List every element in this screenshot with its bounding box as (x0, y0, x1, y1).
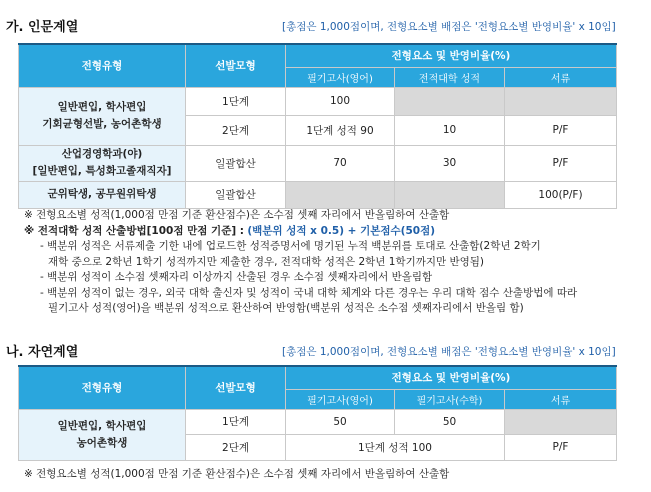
header-written-english: 필기고사(영어) (286, 67, 395, 87)
cell-value: 70 (286, 145, 395, 181)
cell-value: P/F (505, 115, 617, 145)
type-line: 기회균형선발, 농어촌학생 (42, 118, 162, 130)
model-lump-sum: 일괄합산 (186, 181, 286, 208)
header-prev-college: 전적대학 성적 (395, 67, 505, 87)
section2-scoring-note: [총점은 1,000점이며, 전형요소별 배점은 '전형요소별 반영비율' x 10임] (282, 346, 616, 358)
note-grade-method (24, 224, 577, 240)
section1-notes (24, 208, 577, 317)
header-ratio: 전형요소 및 반영비율(%) (286, 44, 617, 67)
type-general-transfer (19, 409, 186, 460)
cell-value: 50 (395, 409, 505, 434)
header-written-math: 필기고사(수학) (395, 389, 505, 409)
type-military-civil-servant: 군위탁생, 공무원위탁생 (19, 181, 186, 208)
cell-value: 100 (286, 87, 395, 115)
note-percentile-rounding: - 백분위 성적이 소수점 셋째자리 이상까지 산출된 경우 소수점 셋째자리에서 반올림함 (40, 271, 433, 283)
section1-scoring-note: [총점은 1,000점이며, 전형요소별 배점은 '전형요소별 반영비율' x 10임] (282, 21, 616, 33)
type-line: 산업경영학과(야) (61, 148, 143, 160)
cell-value: 1단계 성적 100 (286, 434, 505, 460)
section2-table (18, 365, 617, 461)
note-grade-formula: (백분위 성적 x 0.5) + 기본점수(50점) (247, 224, 436, 237)
cell-empty (505, 409, 617, 434)
header-written-english: 필기고사(영어) (286, 389, 395, 409)
header-ratio: 전형요소 및 반영비율(%) (286, 366, 617, 389)
cell-value: 30 (395, 145, 505, 181)
header-model: 선발모형 (186, 44, 286, 87)
model-stage2: 2단계 (186, 115, 286, 145)
note-no-percentile-cont: 필기고사 성적(영어)을 백분위 성적으로 환산하여 반영함(백분위 성적은 소수점 셋째자리에서 반올림 함) (48, 302, 524, 314)
header-documents: 서류 (505, 389, 617, 409)
header-type: 전형유형 (19, 44, 186, 87)
note-grade-method-prefix: ※ 전적대학 성적 산출방법[100점 만점 기준] : (24, 224, 244, 237)
note-rounding: ※ 전형요소별 성적(1,000점 만점 기준 환산점수)은 소수점 셋째 자리에서 반올림하여 산출함 (24, 468, 450, 480)
type-line: 농어촌학생 (76, 436, 128, 449)
type-line: 일반편입, 학사편입 (57, 419, 147, 432)
section2-title: 나. 자연계열 (6, 345, 79, 360)
model-stage2: 2단계 (186, 434, 286, 460)
type-line: 일반편입, 학사편입 (57, 101, 147, 113)
cell-value: 10 (395, 115, 505, 145)
cell-value: 1단계 성적 90 (286, 115, 395, 145)
cell-value: 50 (286, 409, 395, 434)
header-documents: 서류 (505, 67, 617, 87)
cell-empty (395, 181, 505, 208)
cell-value: 100(P/F) (505, 181, 617, 208)
section1-title: 가. 인문계열 (6, 20, 79, 35)
model-stage1: 1단계 (186, 409, 286, 434)
type-line: [일반편입, 특성화고졸재직자] (32, 165, 172, 177)
cell-empty (505, 87, 617, 115)
section1-table (18, 43, 617, 209)
cell-empty (286, 181, 395, 208)
header-type: 전형유형 (19, 366, 186, 409)
note-no-percentile: - 백분위 성적이 없는 경우, 외국 대학 출신자 및 성적이 국내 대학 체계와 다른 경우는 우리 대학 점수 산출방법에 따라 (40, 286, 578, 299)
note-percentile: - 백분위 성적은 서류제출 기한 내에 업로드한 성적증명서에 명기된 누적 백분위를 토대로 산출함(2학년 2학기 (40, 240, 541, 252)
header-model: 선발모형 (186, 366, 286, 409)
cell-value: P/F (505, 434, 617, 460)
model-lump-sum: 일괄합산 (186, 145, 286, 181)
type-general-transfer (19, 87, 186, 145)
type-industrial-management (19, 145, 186, 181)
cell-empty (395, 87, 505, 115)
note-rounding: ※ 전형요소별 성적(1,000점 만점 기준 환산점수)은 소수점 셋째 자리에서 반올림하여 산출함 (24, 209, 450, 221)
model-stage1: 1단계 (186, 87, 286, 115)
note-percentile-cont: 재학 중으로 2학년 1학기 성적까지만 제출한 경우, 전적대학 성적은 2학년 1학기까지만 반영됨) (48, 255, 485, 268)
section2-notes (24, 467, 449, 483)
cell-value: P/F (505, 145, 617, 181)
